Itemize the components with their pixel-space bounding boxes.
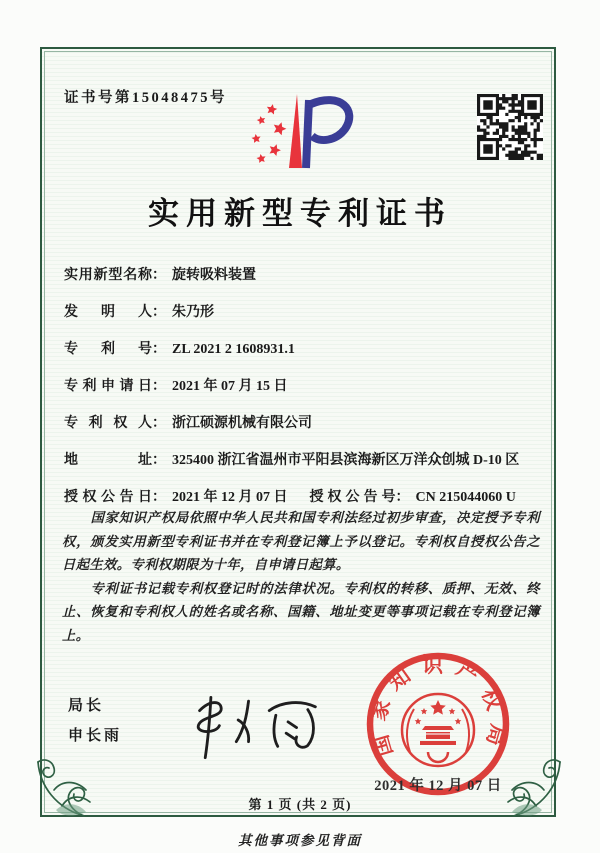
field-row-patentee [64,412,544,432]
field-value: 旋转吸料装置 [172,268,256,283]
field-label: 发明人 [64,305,152,320]
field-label: 实用新型名称 [64,268,152,283]
director-name: 申长雨 [68,728,123,744]
logo-red-wedge [289,94,302,168]
field-value: 2021 年 12 月 07 日 [172,490,288,505]
body-paragraph-1: 国家知识产权局依照中华人民共和国专利法经过初步审查，决定授予专利权，颁发实用新型专利证书并在专利登记簿上予以登记。专利权自授权公告之日起生效。专利权期限为十年，自申请日起算。 [62,510,540,572]
field-colon: ： [152,490,166,505]
field-label: 专利权人 [64,416,152,431]
field-row-name [64,264,544,284]
certificate-number: 证书号第15048475号 [64,90,227,106]
field-row-patent-number [64,338,544,358]
field-colon: ： [152,305,166,320]
signature-stroke-yu-hook [296,710,314,748]
field-value: 325400 浙江省温州市平阳县滨海新区万洋众创城 D-10 区 [172,453,520,468]
director-signature [186,688,328,768]
certificate-body [62,506,540,647]
director-title: 局长 [68,698,105,714]
field-pair-grant-number [310,490,516,505]
field-row-address [64,449,544,469]
field-label: 专利申请日 [64,379,152,394]
seal-national-emblem [402,694,474,766]
qr-code [477,94,543,160]
field-value: 浙江硕源机械有限公司 [172,416,312,431]
back-side-note: 其他事项参见背面 [238,833,362,848]
field-colon: ： [395,490,410,505]
field-label: 地址 [64,453,152,468]
signature-stroke-yu-left [274,715,278,746]
field-value: 朱乃形 [172,305,214,320]
field-row-grant [64,486,544,506]
field-colon: ： [152,268,166,283]
seal-date: 2021 年 12 月 07 日 [374,778,502,794]
signature-stroke-chang-2 [238,720,248,742]
page-number: 第 1 页 (共 2 页) [248,797,352,812]
signature-stroke-yu-dot2 [286,733,294,739]
field-colon: ： [152,379,166,394]
seal-ring-text: 国家知识产权局 [365,652,511,760]
field-row-inventor [64,301,544,321]
field-value: ZL 2021 2 1608931.1 [172,342,295,357]
body-paragraph-2: 专利证书记载专利权登记时的法律状况。专利权的转移、质押、无效、终止、恢复和专利权人的姓名或名称、国籍、地址变更等事项记载在专利登记簿上。 [62,580,540,643]
signature-stroke-yu-dot1 [288,722,296,728]
field-value: 2021 年 07 月 15 日 [172,379,288,394]
logo-stars [251,103,288,163]
certificate-title: 实用新型专利证书 [148,196,452,231]
logo-letter-p [306,100,349,168]
field-colon: ： [152,342,166,357]
field-colon: ： [152,453,166,468]
cnipa-logo-icon [228,88,368,174]
field-label: 授权公告日 [64,490,152,505]
field-value: CN 215044060 U [415,490,516,505]
cnipa-official-seal [350,640,526,816]
field-row-filing-date [64,375,544,395]
field-label: 授权公告号 [309,490,396,505]
field-colon: ： [152,416,166,431]
field-label: 专利号 [64,342,152,357]
